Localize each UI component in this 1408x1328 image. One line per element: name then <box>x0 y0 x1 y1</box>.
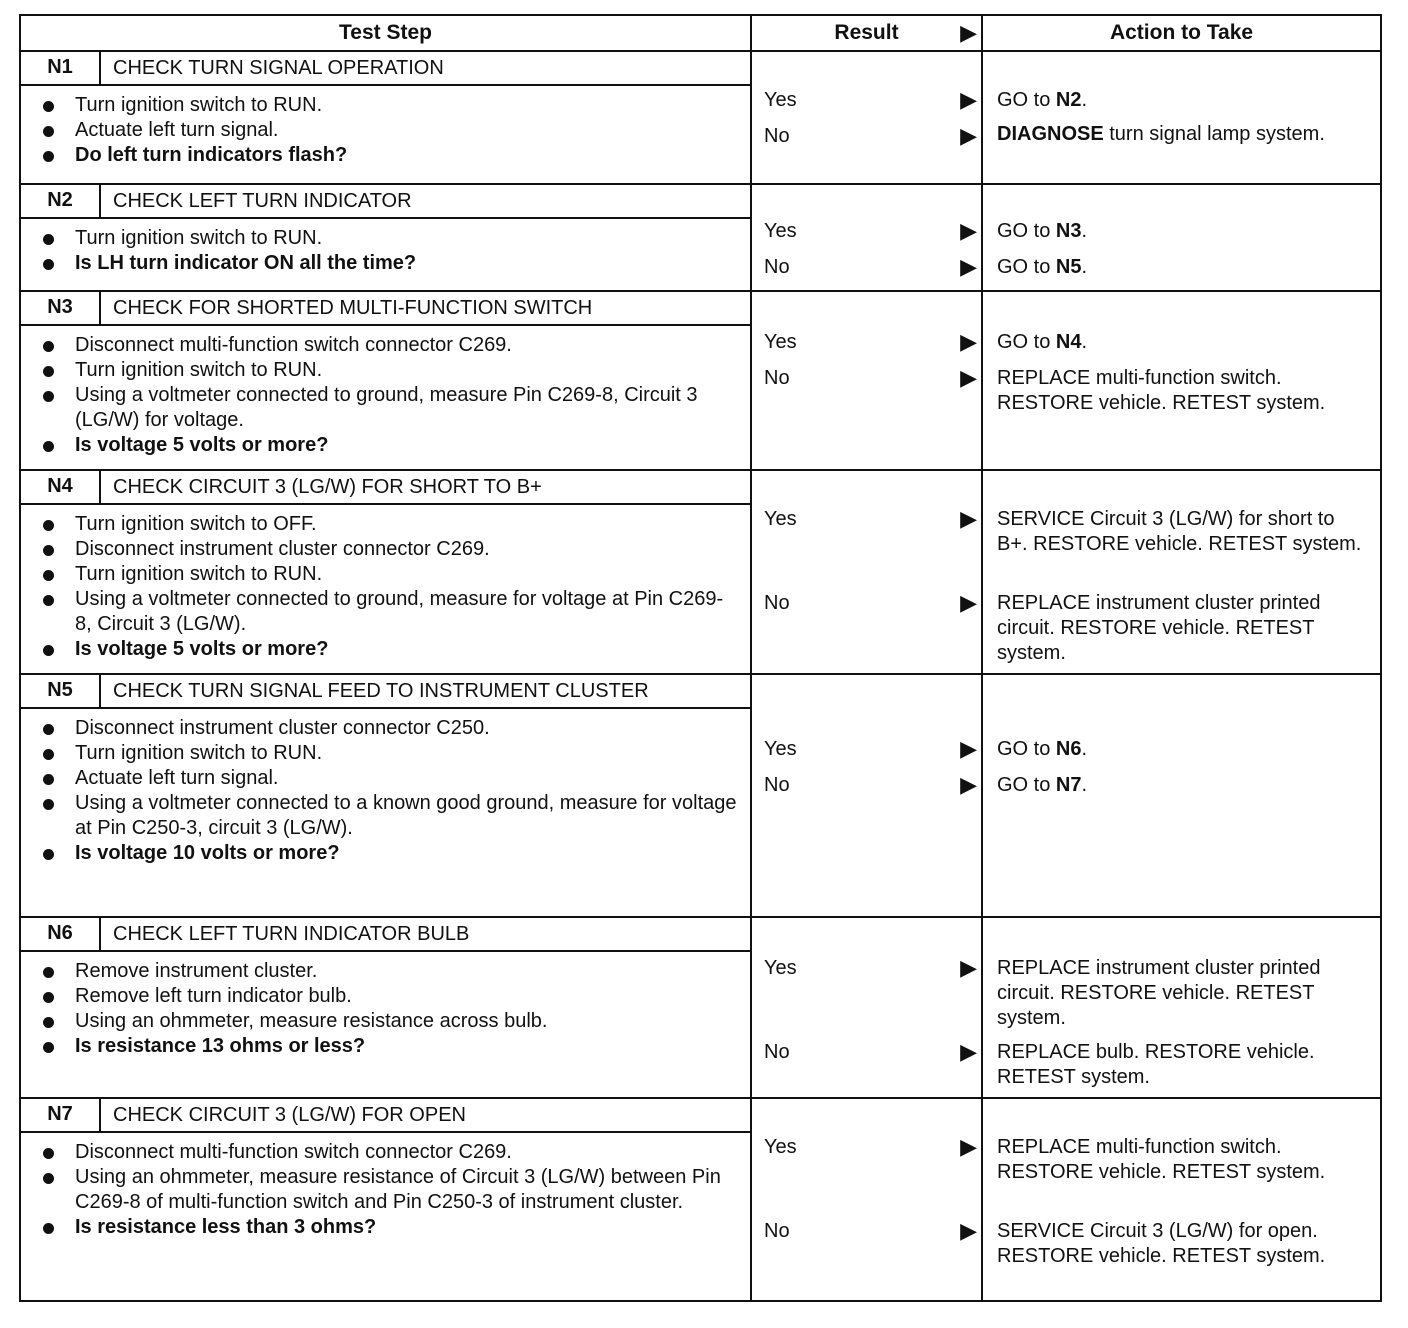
action-verb: GO to <box>997 256 1056 278</box>
step-id: N6 <box>21 918 101 950</box>
action-target: N2 <box>1055 89 1082 111</box>
result-no <box>764 366 977 391</box>
action-no <box>997 366 1370 416</box>
action-cell <box>982 470 1381 674</box>
instruction-item: Turn ignition switch to OFF. <box>39 512 750 537</box>
test-question: Is resistance less than 3 ohms? <box>39 1215 750 1240</box>
action-yes <box>997 88 1370 113</box>
action-text: REPLACE bulb. RESTORE vehicle. RETEST system. <box>997 1041 1315 1088</box>
test-step-cell <box>20 51 751 184</box>
result-yes-label: Yes <box>764 738 797 760</box>
test-question: Is voltage 5 volts or more? <box>39 637 750 662</box>
result-yes-label: Yes <box>764 220 797 242</box>
step-header <box>21 918 750 952</box>
right-triangle-arrow-icon: ▶ <box>960 329 977 354</box>
step-header <box>21 52 750 86</box>
result-yes <box>764 219 977 244</box>
right-triangle-arrow-icon: ▶ <box>960 955 977 980</box>
action-target: N4 <box>1055 331 1082 353</box>
instruction-item: Disconnect multi-function switch connector C269. <box>39 1140 750 1165</box>
right-triangle-arrow-icon: ▶ <box>960 1218 977 1243</box>
result-no <box>764 255 977 280</box>
instruction-item: Using a voltmeter connected to a known good ground, measure for voltage at Pin C250-3, circuit 3 (LG/W). <box>39 791 750 841</box>
result-cell <box>751 1098 982 1301</box>
instruction-item: Using a voltmeter connected to ground, measure Pin C269-8, Circuit 3 (LG/W) for voltage. <box>39 383 750 433</box>
action-target: N6 <box>1055 738 1082 760</box>
action-cell <box>982 674 1381 917</box>
action-no <box>997 122 1370 147</box>
result-yes <box>764 330 977 355</box>
right-triangle-arrow-icon: ▶ <box>960 1039 977 1064</box>
result-no <box>764 773 977 798</box>
test-step-cell <box>20 470 751 674</box>
result-no-label: No <box>764 367 790 389</box>
test-question: Is resistance 13 ohms or less? <box>39 1034 750 1059</box>
step-header <box>21 292 750 326</box>
action-yes <box>997 737 1370 762</box>
test-step-cell <box>20 674 751 917</box>
result-cell <box>751 674 982 917</box>
action-no <box>997 1040 1370 1090</box>
result-no <box>764 124 977 149</box>
step-header <box>21 675 750 709</box>
action-no <box>997 255 1370 280</box>
diagnostic-table <box>19 14 1382 1302</box>
step-header <box>21 185 750 219</box>
header-action: Action to Take <box>982 15 1381 51</box>
action-text: REPLACE instrument cluster printed circuit. RESTORE vehicle. RETEST system. <box>997 957 1321 1029</box>
action-text: SERVICE Circuit 3 (LG/W) for open. RESTORE vehicle. RETEST system. <box>997 1220 1326 1267</box>
action-no <box>997 591 1370 666</box>
step-title: CHECK TURN SIGNAL OPERATION <box>113 57 444 79</box>
step-title: CHECK TURN SIGNAL FEED TO INSTRUMENT CLUSTER <box>113 680 649 702</box>
step-row-n5 <box>20 674 1381 917</box>
action-target: N5 <box>1055 256 1082 278</box>
step-header <box>21 471 750 505</box>
right-triangle-arrow-icon: ▶ <box>960 123 977 148</box>
step-row-n6 <box>20 917 1381 1098</box>
result-yes-label: Yes <box>764 331 797 353</box>
action-yes <box>997 219 1370 244</box>
step-header <box>21 1099 750 1133</box>
result-no-label: No <box>764 125 790 147</box>
instruction-item: Turn ignition switch to RUN. <box>39 358 750 383</box>
result-no-label: No <box>764 592 790 614</box>
action-verb: DIAGNOSE <box>997 123 1104 145</box>
step-id: N1 <box>21 52 101 84</box>
instruction-item: Using a voltmeter connected to ground, measure for voltage at Pin C269-8, Circuit 3 (LG/W). <box>39 587 750 637</box>
step-instructions <box>21 952 750 1067</box>
step-row-n3 <box>20 291 1381 470</box>
test-step-cell <box>20 184 751 291</box>
instruction-item: Turn ignition switch to RUN. <box>39 93 750 118</box>
instruction-item: Using an ohmmeter, measure resistance across bulb. <box>39 1009 750 1034</box>
right-triangle-arrow-icon: ▶ <box>960 772 977 797</box>
result-cell <box>751 51 982 184</box>
instruction-item: Disconnect instrument cluster connector C269. <box>39 537 750 562</box>
instruction-item: Turn ignition switch to RUN. <box>39 562 750 587</box>
action-text: SERVICE Circuit 3 (LG/W) for short to B+. RESTORE vehicle. RETEST system. <box>997 508 1362 555</box>
result-no-label: No <box>764 1220 790 1242</box>
result-cell <box>751 917 982 1098</box>
right-triangle-arrow-icon: ▶ <box>960 218 977 243</box>
action-text: REPLACE multi-function switch. RESTORE vehicle. RETEST system. <box>997 1136 1326 1183</box>
step-id: N7 <box>21 1099 101 1131</box>
instruction-item: Remove left turn indicator bulb. <box>39 984 750 1009</box>
step-row-n2 <box>20 184 1381 291</box>
table-header-row <box>20 15 1381 51</box>
step-title: CHECK FOR SHORTED MULTI-FUNCTION SWITCH <box>113 297 593 319</box>
action-rest: . <box>1081 89 1088 111</box>
instruction-item: Disconnect multi-function switch connector C269. <box>39 333 750 358</box>
header-result <box>751 15 982 51</box>
action-rest: . <box>1081 738 1088 760</box>
result-no <box>764 1040 977 1065</box>
step-id: N2 <box>21 185 101 217</box>
right-triangle-arrow-icon: ▶ <box>960 20 977 45</box>
instruction-item: Turn ignition switch to RUN. <box>39 741 750 766</box>
step-instructions <box>21 219 750 284</box>
right-triangle-arrow-icon: ▶ <box>960 87 977 112</box>
test-step-cell <box>20 1098 751 1301</box>
step-row-n1 <box>20 51 1381 184</box>
action-rest: . <box>1081 220 1088 242</box>
right-triangle-arrow-icon: ▶ <box>960 736 977 761</box>
test-step-cell <box>20 291 751 470</box>
instruction-item: Disconnect instrument cluster connector C250. <box>39 716 750 741</box>
action-verb: GO to <box>997 738 1056 760</box>
step-row-n4 <box>20 470 1381 674</box>
action-rest: . <box>1081 256 1088 278</box>
result-yes-label: Yes <box>764 508 797 530</box>
result-no <box>764 1219 977 1244</box>
action-cell <box>982 291 1381 470</box>
result-yes <box>764 1135 977 1160</box>
step-instructions <box>21 505 750 670</box>
action-yes <box>997 507 1370 557</box>
result-no-label: No <box>764 1041 790 1063</box>
step-row-n7 <box>20 1098 1381 1301</box>
result-yes <box>764 88 977 113</box>
action-target: N3 <box>1055 220 1082 242</box>
action-yes <box>997 330 1370 355</box>
instruction-item: Remove instrument cluster. <box>39 959 750 984</box>
test-question: Is voltage 10 volts or more? <box>39 841 750 866</box>
header-result-label: Result <box>834 21 899 44</box>
step-instructions <box>21 709 750 874</box>
right-triangle-arrow-icon: ▶ <box>960 590 977 615</box>
test-step-cell <box>20 917 751 1098</box>
result-yes-label: Yes <box>764 957 797 979</box>
step-title: CHECK CIRCUIT 3 (LG/W) FOR OPEN <box>113 1104 466 1126</box>
result-cell <box>751 470 982 674</box>
test-question: Do left turn indicators flash? <box>39 143 750 168</box>
result-yes <box>764 737 977 762</box>
action-verb: GO to <box>997 331 1056 353</box>
action-no <box>997 1219 1370 1269</box>
test-question: Is voltage 5 volts or more? <box>39 433 750 458</box>
right-triangle-arrow-icon: ▶ <box>960 506 977 531</box>
step-title: CHECK LEFT TURN INDICATOR <box>113 190 412 212</box>
action-cell <box>982 1098 1381 1301</box>
test-question: Is LH turn indicator ON all the time? <box>39 251 750 276</box>
result-yes-label: Yes <box>764 89 797 111</box>
step-title: CHECK CIRCUIT 3 (LG/W) FOR SHORT TO B+ <box>113 476 542 498</box>
result-yes <box>764 956 977 981</box>
action-yes <box>997 1135 1370 1185</box>
action-text: REPLACE multi-function switch. RESTORE vehicle. RETEST system. <box>997 367 1326 414</box>
result-no <box>764 591 977 616</box>
right-triangle-arrow-icon: ▶ <box>960 365 977 390</box>
action-rest: turn signal lamp system. <box>1103 123 1325 145</box>
step-title: CHECK LEFT TURN INDICATOR BULB <box>113 923 470 945</box>
step-instructions <box>21 326 750 466</box>
step-id: N4 <box>21 471 101 503</box>
right-triangle-arrow-icon: ▶ <box>960 254 977 279</box>
action-target: N7 <box>1055 774 1082 796</box>
instruction-item: Turn ignition switch to RUN. <box>39 226 750 251</box>
step-instructions <box>21 1133 750 1248</box>
result-yes <box>764 507 977 532</box>
instruction-item: Actuate left turn signal. <box>39 118 750 143</box>
action-rest: . <box>1081 331 1088 353</box>
result-cell <box>751 291 982 470</box>
action-verb: GO to <box>997 774 1056 796</box>
right-triangle-arrow-icon: ▶ <box>960 1134 977 1159</box>
header-test-step: Test Step <box>20 15 751 51</box>
action-verb: GO to <box>997 89 1056 111</box>
step-instructions <box>21 86 750 176</box>
action-cell <box>982 917 1381 1098</box>
step-id: N3 <box>21 292 101 324</box>
result-no-label: No <box>764 256 790 278</box>
result-cell <box>751 184 982 291</box>
action-rest: . <box>1081 774 1088 796</box>
action-text: REPLACE instrument cluster printed circuit. RESTORE vehicle. RETEST system. <box>997 592 1321 664</box>
action-cell <box>982 51 1381 184</box>
step-id: N5 <box>21 675 101 707</box>
instruction-item: Using an ohmmeter, measure resistance of Circuit 3 (LG/W) between Pin C269-8 of multi-function switch and Pin C250-3 of instrument cluster. <box>39 1165 750 1215</box>
result-yes-label: Yes <box>764 1136 797 1158</box>
action-no <box>997 773 1370 798</box>
action-verb: GO to <box>997 220 1056 242</box>
action-cell <box>982 184 1381 291</box>
result-no-label: No <box>764 774 790 796</box>
instruction-item: Actuate left turn signal. <box>39 766 750 791</box>
action-yes <box>997 956 1370 1031</box>
